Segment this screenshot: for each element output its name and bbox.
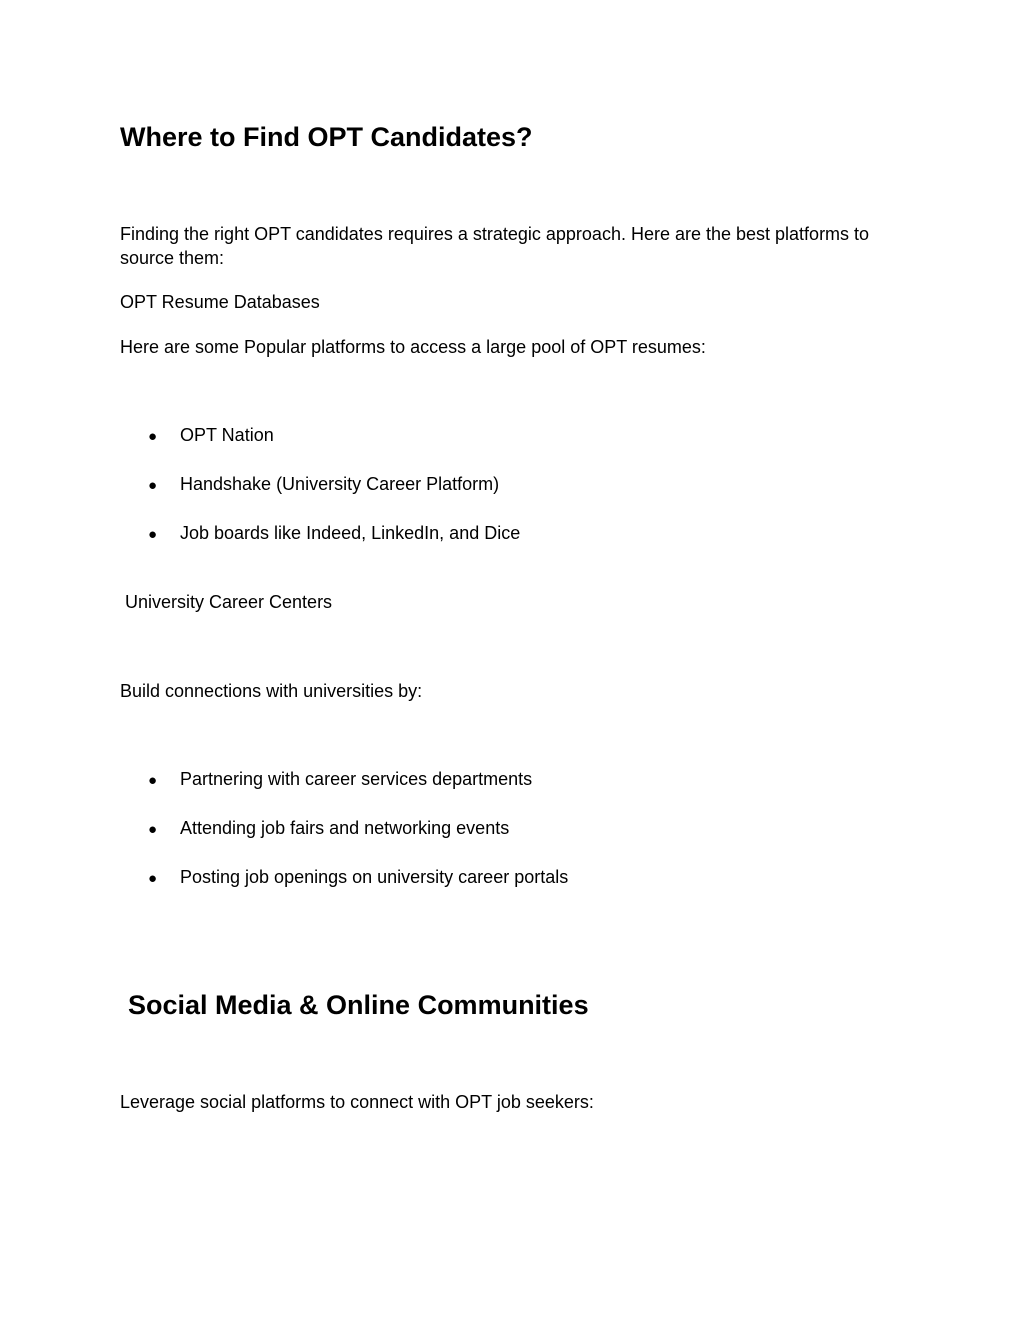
list-item [148,865,568,891]
bullet-icon: ● [148,870,158,887]
resume-databases-intro: Here are some Popular platforms to access a large pool of OPT resumes: [120,337,706,357]
section-heading-social-media: Social Media & Online Communities [128,990,589,1020]
list-item-label: Posting job openings on university career portals [180,867,569,887]
list-item-label: Partnering with career services departments [180,769,533,789]
list-item [148,423,274,449]
list-item [148,521,520,547]
list-item [148,472,499,498]
bullet-icon: ● [148,477,158,494]
section-label-career-centers: University Career Centers [125,592,333,612]
list-item-label: OPT Nation [180,425,274,445]
bullet-icon: ● [148,428,158,445]
section-label-resume-databases: OPT Resume Databases [120,292,320,312]
list-item [148,816,509,842]
bullet-icon: ● [148,526,158,543]
list-item [148,767,532,793]
intro-paragraph: Finding the right OPT candidates requires a strategic approach. Here are the best platforms to source them: [120,224,870,268]
list-item-label: Handshake (University Career Platform) [180,474,500,494]
career-centers-intro: Build connections with universities by: [120,681,423,701]
list-item-label: Attending job fairs and networking events [180,818,510,838]
list-item-label: Job boards like Indeed, LinkedIn, and Dice [180,523,521,543]
page-title: Where to Find OPT Candidates? [120,122,533,152]
social-media-intro: Leverage social platforms to connect with OPT job seekers: [120,1092,594,1112]
bullet-icon: ● [148,772,158,789]
bullet-icon: ● [148,821,158,838]
